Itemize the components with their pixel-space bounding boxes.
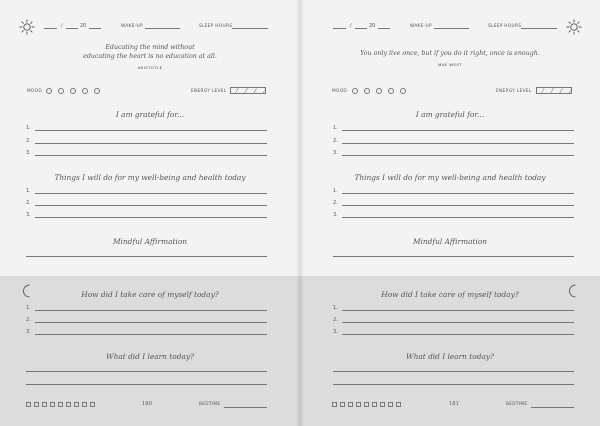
bedtime-field[interactable] — [531, 407, 574, 408]
very-happy-face-icon[interactable] — [94, 88, 100, 94]
right-page — [300, 0, 600, 426]
list-number: 3. — [26, 150, 31, 156]
date-separator: / — [61, 23, 63, 29]
checkbox-icon[interactable] — [356, 402, 361, 407]
list-number: 3. — [26, 329, 31, 335]
self-care-line-3[interactable] — [342, 334, 574, 335]
list-number: 3. — [333, 150, 338, 156]
checkbox-icon[interactable] — [34, 402, 39, 407]
sad-face-icon[interactable] — [58, 88, 64, 94]
checkbox-icon[interactable] — [82, 402, 87, 407]
learned-line-2[interactable] — [333, 384, 574, 385]
learned-line-1[interactable] — [26, 371, 267, 372]
sun-icon — [566, 19, 582, 35]
page-number: 181 — [449, 401, 459, 407]
grateful-line-3[interactable] — [35, 155, 267, 156]
affirmation-line[interactable] — [333, 256, 574, 257]
happy-face-icon[interactable] — [82, 88, 88, 94]
list-number: 2. — [333, 200, 338, 206]
wellbeing-line-2[interactable] — [342, 205, 574, 206]
book-gutter — [296, 0, 304, 426]
date-day-field[interactable] — [333, 28, 346, 29]
date-year-prefix: 20 — [80, 23, 87, 29]
checkbox-icon[interactable] — [348, 402, 353, 407]
checkbox-icon[interactable] — [74, 402, 79, 407]
checkbox-icon[interactable] — [58, 402, 63, 407]
grateful-line-2[interactable] — [342, 143, 574, 144]
grateful-line-2[interactable] — [35, 143, 267, 144]
mood-label: MOOD — [27, 88, 42, 94]
date-year-field[interactable] — [378, 28, 390, 29]
grateful-heading: I am grateful for... — [415, 110, 485, 119]
list-number: 2. — [333, 317, 338, 323]
sun-icon — [19, 19, 35, 35]
self-care-line-1[interactable] — [35, 310, 267, 311]
checkbox-icon[interactable] — [26, 402, 31, 407]
energy-level-label: ENERGY LEVEL — [496, 88, 532, 94]
wellbeing-heading: Things I will do for my well-being and health today — [54, 173, 246, 182]
bedtime-label: BEDTIME — [199, 402, 221, 407]
checkbox-icon[interactable] — [340, 402, 345, 407]
self-care-heading: How did I take care of myself today? — [381, 290, 519, 299]
quote-line-1: Educating the mind without — [105, 44, 195, 51]
wellbeing-line-3[interactable] — [342, 217, 574, 218]
affirmation-line[interactable] — [26, 256, 267, 257]
very-sad-face-icon[interactable] — [352, 88, 358, 94]
page-number: 180 — [142, 401, 152, 407]
wellbeing-line-3[interactable] — [35, 217, 267, 218]
self-care-line-2[interactable] — [342, 322, 574, 323]
wake-up-label: WAKE-UP — [121, 23, 143, 29]
grateful-line-1[interactable] — [342, 130, 574, 131]
wake-up-label: WAKE-UP — [410, 23, 432, 29]
list-number: 2. — [26, 317, 31, 323]
list-number: 2. — [26, 200, 31, 206]
list-number: 1. — [333, 125, 338, 131]
very-sad-face-icon[interactable] — [46, 88, 52, 94]
wellbeing-line-2[interactable] — [35, 205, 267, 206]
list-number: 1. — [333, 188, 338, 194]
bedtime-label: BEDTIME — [506, 402, 528, 407]
grateful-heading: I am grateful for... — [115, 110, 185, 119]
list-number: 3. — [333, 329, 338, 335]
list-number: 1. — [26, 188, 31, 194]
energy-level-label: ENERGY LEVEL — [191, 88, 227, 94]
list-number: 1. — [26, 305, 31, 311]
date-separator: / — [350, 23, 352, 29]
learned-line-1[interactable] — [333, 371, 574, 372]
checkbox-icon[interactable] — [388, 402, 393, 407]
quote-line-1: You only live once, but if you do it right, once is enough. — [360, 50, 540, 57]
learned-line-2[interactable] — [26, 384, 267, 385]
quote-author: ARISTOTLE — [137, 65, 163, 70]
grateful-line-3[interactable] — [342, 155, 574, 156]
date-month-field[interactable] — [355, 28, 367, 29]
checkbox-icon[interactable] — [42, 402, 47, 407]
learned-heading: What did I learn today? — [405, 352, 494, 361]
self-care-line-2[interactable] — [35, 322, 267, 323]
sleep-hours-label: SLEEP HOURS — [488, 23, 522, 29]
date-year-prefix: 20 — [369, 23, 376, 29]
checkbox-icon[interactable] — [396, 402, 401, 407]
sleep-hours-field[interactable] — [521, 28, 557, 29]
date-year-field[interactable] — [89, 28, 101, 29]
sleep-hours-label: SLEEP HOURS — [199, 23, 233, 29]
grateful-line-1[interactable] — [35, 130, 267, 131]
checkbox-icon[interactable] — [380, 402, 385, 407]
list-number: 2. — [333, 138, 338, 144]
list-number: 3. — [333, 212, 338, 218]
sad-face-icon[interactable] — [364, 88, 370, 94]
quote-line-2: educating the heart is no education at all. — [83, 53, 217, 60]
affirmation-heading: Mindful Affirmation — [112, 237, 188, 246]
self-care-heading: How did I take care of myself today? — [81, 290, 219, 299]
morning-section — [0, 0, 300, 276]
wellbeing-line-1[interactable] — [35, 193, 267, 194]
date-month-field[interactable] — [66, 28, 78, 29]
checkbox-icon[interactable] — [90, 402, 95, 407]
checkbox-icon[interactable] — [372, 402, 377, 407]
energy-level-meter[interactable] — [230, 87, 266, 94]
learned-heading: What did I learn today? — [105, 352, 194, 361]
list-number: 3. — [26, 212, 31, 218]
checkbox-icon[interactable] — [50, 402, 55, 407]
checkbox-icon[interactable] — [332, 402, 337, 407]
wake-up-field[interactable] — [434, 28, 469, 29]
neutral-face-icon[interactable] — [376, 88, 382, 94]
sleep-hours-field[interactable] — [232, 28, 268, 29]
self-care-line-3[interactable] — [35, 334, 267, 335]
wellbeing-line-1[interactable] — [342, 193, 574, 194]
morning-section — [300, 0, 600, 276]
wake-up-field[interactable] — [145, 28, 180, 29]
checkbox-icon[interactable] — [66, 402, 71, 407]
happy-face-icon[interactable] — [388, 88, 394, 94]
energy-level-meter[interactable] — [536, 87, 572, 94]
date-day-field[interactable] — [44, 28, 57, 29]
quote-author: MAE WEST — [437, 62, 463, 67]
self-care-line-1[interactable] — [342, 310, 574, 311]
bedtime-field[interactable] — [224, 407, 267, 408]
checkbox-icon[interactable] — [364, 402, 369, 407]
very-happy-face-icon[interactable] — [400, 88, 406, 94]
list-number: 1. — [333, 305, 338, 311]
list-number: 2. — [26, 138, 31, 144]
mood-label: MOOD — [332, 88, 347, 94]
wellbeing-heading: Things I will do for my well-being and health today — [354, 173, 546, 182]
neutral-face-icon[interactable] — [70, 88, 76, 94]
affirmation-heading: Mindful Affirmation — [412, 237, 488, 246]
list-number: 1. — [26, 125, 31, 131]
